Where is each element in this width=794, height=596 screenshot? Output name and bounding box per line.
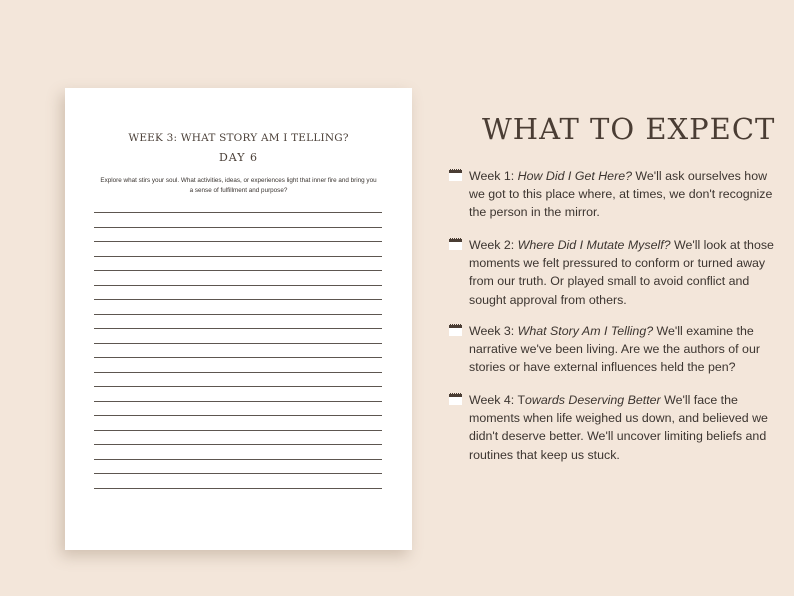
week-label: Week 4: T <box>469 393 526 407</box>
notepad-icon <box>449 170 462 181</box>
writing-line <box>94 415 382 416</box>
week-description: We'll face the moments when life weighed us down, and believed we didn't deserve better. We'll uncover limiting beliefs and routines that keep us stuck. <box>469 393 768 462</box>
week-topic: Where Did I Mutate Myself? <box>517 238 671 252</box>
week-description: We'll look at those moments we felt pressured to conform or turned away from our truth. Or played small to avoid conflict and sought approval from others. <box>469 238 774 307</box>
writing-line <box>94 401 382 402</box>
writing-line <box>94 473 382 474</box>
writing-lines <box>94 88 382 550</box>
writing-line <box>94 444 382 445</box>
notepad-icon <box>449 325 462 336</box>
week-topic: What Story Am I Telling? <box>517 324 654 338</box>
writing-line <box>94 227 382 228</box>
writing-line <box>94 212 382 213</box>
journal-prompt: Explore what stirs your soul. What activities, ideas, or experiences light that inner fire and bring you a sense of fulfillment and purpose? <box>100 177 377 194</box>
week-topic: How Did I Get Here? <box>517 169 632 183</box>
week-topic: owards Deserving Better <box>525 393 661 407</box>
week-label: Week 2: <box>469 238 518 252</box>
week-label: Week 3: <box>469 324 518 338</box>
writing-line <box>94 241 382 242</box>
section-heading: WHAT TO EXPECT <box>482 112 776 146</box>
writing-line <box>94 430 382 431</box>
page-day: DAY 6 <box>218 151 259 164</box>
writing-line <box>94 270 382 271</box>
notepad-icon <box>449 239 462 250</box>
writing-line <box>94 256 382 257</box>
writing-line <box>94 459 382 460</box>
week-description: We'll examine the narrative we've been living. Are we the authors of our stories or have external influences held the pen? <box>469 324 760 375</box>
writing-line <box>94 372 382 373</box>
writing-line <box>94 343 382 344</box>
writing-line <box>94 299 382 300</box>
journal-page <box>65 88 412 550</box>
page-title: WEEK 3: WHAT STORY AM I TELLING? <box>128 132 349 144</box>
writing-line <box>94 386 382 387</box>
writing-line <box>94 285 382 286</box>
notepad-icon <box>449 394 462 405</box>
writing-line <box>94 314 382 315</box>
writing-line <box>94 357 382 358</box>
week-description: We'll ask ourselves how we got to this place where, at times, we don't recognize the person in the mirror. <box>469 169 773 220</box>
writing-line <box>94 328 382 329</box>
week-label: Week 1: <box>469 169 518 183</box>
writing-line <box>94 488 382 489</box>
